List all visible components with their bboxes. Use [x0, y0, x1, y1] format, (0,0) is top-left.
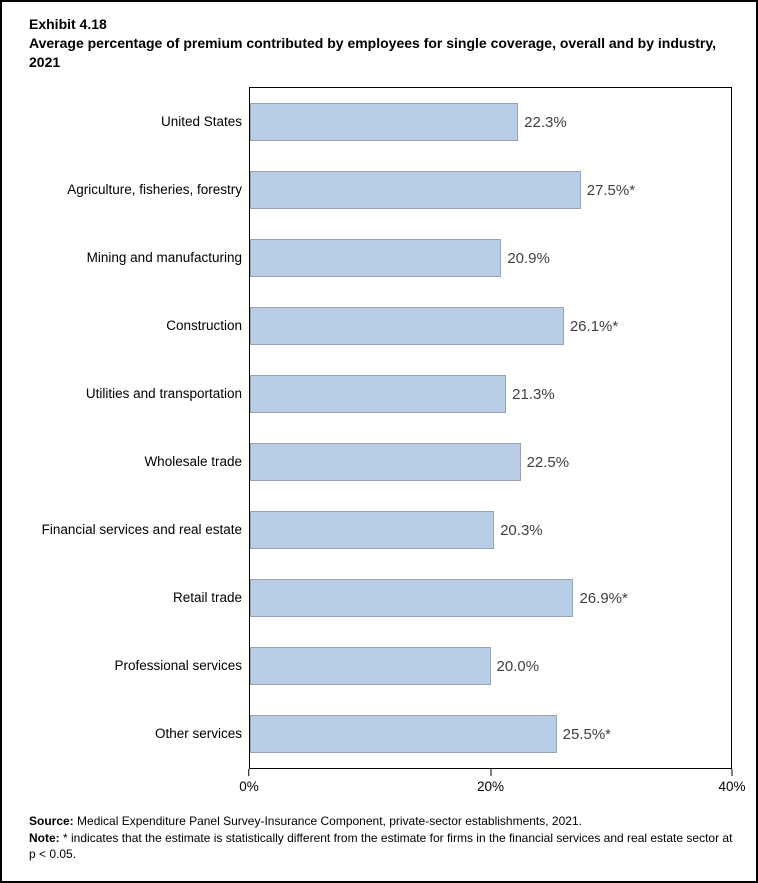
- x-tick: [477, 769, 504, 794]
- bar-row: [250, 292, 731, 360]
- x-tick-label: 20%: [476, 779, 505, 794]
- x-tick-label: 0%: [239, 779, 259, 794]
- category-label: Mining and manufacturing: [86, 249, 242, 265]
- source-text: Medical Expenditure Panel Survey-Insurance Component, private-sector establishments, 2021.: [73, 814, 582, 828]
- bar: [250, 375, 506, 413]
- category-label: Utilities and transportation: [85, 385, 242, 401]
- value-label: 27.5%*: [586, 181, 636, 199]
- category-labels: [29, 87, 249, 769]
- bar-row: [250, 700, 731, 768]
- bar: [250, 511, 494, 549]
- chart-title: Average percentage of premium contributed by employees for single coverage, overall and by industry, 2021: [29, 35, 716, 70]
- category-label: Agriculture, fisheries, forestry: [67, 181, 242, 197]
- bar: [250, 103, 518, 141]
- value-label: 25.5%*: [562, 725, 611, 743]
- category-label: Construction: [166, 317, 242, 333]
- value-label: 20.0%: [496, 657, 540, 675]
- bar: [250, 647, 491, 685]
- x-tick: [239, 769, 259, 794]
- note-line: [29, 830, 735, 863]
- bar-row: [250, 88, 731, 156]
- footnotes: [29, 813, 735, 863]
- x-tick-mark: [248, 769, 249, 776]
- x-tick-mark: [732, 769, 733, 776]
- category-label: Retail trade: [172, 589, 242, 605]
- source-label: Source:: [29, 814, 74, 828]
- value-label: 26.9%*: [579, 589, 628, 607]
- category-label: United States: [160, 113, 242, 129]
- bar: [250, 715, 557, 753]
- value-label: 20.9%: [507, 249, 550, 267]
- bar-row: [250, 224, 731, 292]
- x-tick-label: 40%: [718, 779, 746, 794]
- category-label: Wholesale trade: [144, 453, 242, 469]
- chart-header: [29, 15, 731, 72]
- bar-chart: [29, 87, 732, 769]
- x-tick: [718, 769, 745, 794]
- bar: [250, 239, 501, 277]
- source-line: [29, 813, 735, 830]
- bar-row: [250, 564, 731, 632]
- note-label: Note:: [29, 830, 60, 845]
- x-axis: [239, 769, 746, 801]
- note-text: * indicates that the estimate is statistically different from the estimate for firms in the financial services and real estate sector at p < 0.05.: [29, 830, 733, 861]
- category-label: Other services: [154, 725, 242, 741]
- value-label: 26.1%*: [569, 317, 619, 335]
- plot-area: [249, 87, 732, 769]
- bar-row: [250, 156, 731, 224]
- bar-row: [250, 428, 731, 496]
- value-label: 22.3%: [524, 113, 567, 131]
- category-label: Financial services and real estate: [41, 521, 242, 537]
- bar: [250, 307, 564, 345]
- value-label: 22.5%: [526, 453, 570, 471]
- category-label: Professional services: [114, 657, 242, 673]
- bar-row: [250, 632, 731, 700]
- bar: [250, 443, 521, 481]
- bar: [250, 579, 573, 617]
- value-label: 21.3%: [512, 385, 555, 403]
- bar: [250, 171, 581, 209]
- x-tick-mark: [490, 769, 491, 776]
- bar-row: [250, 496, 731, 564]
- bar-row: [250, 360, 731, 428]
- value-label: 20.3%: [500, 521, 543, 539]
- exhibit-number: Exhibit 4.18: [29, 16, 107, 32]
